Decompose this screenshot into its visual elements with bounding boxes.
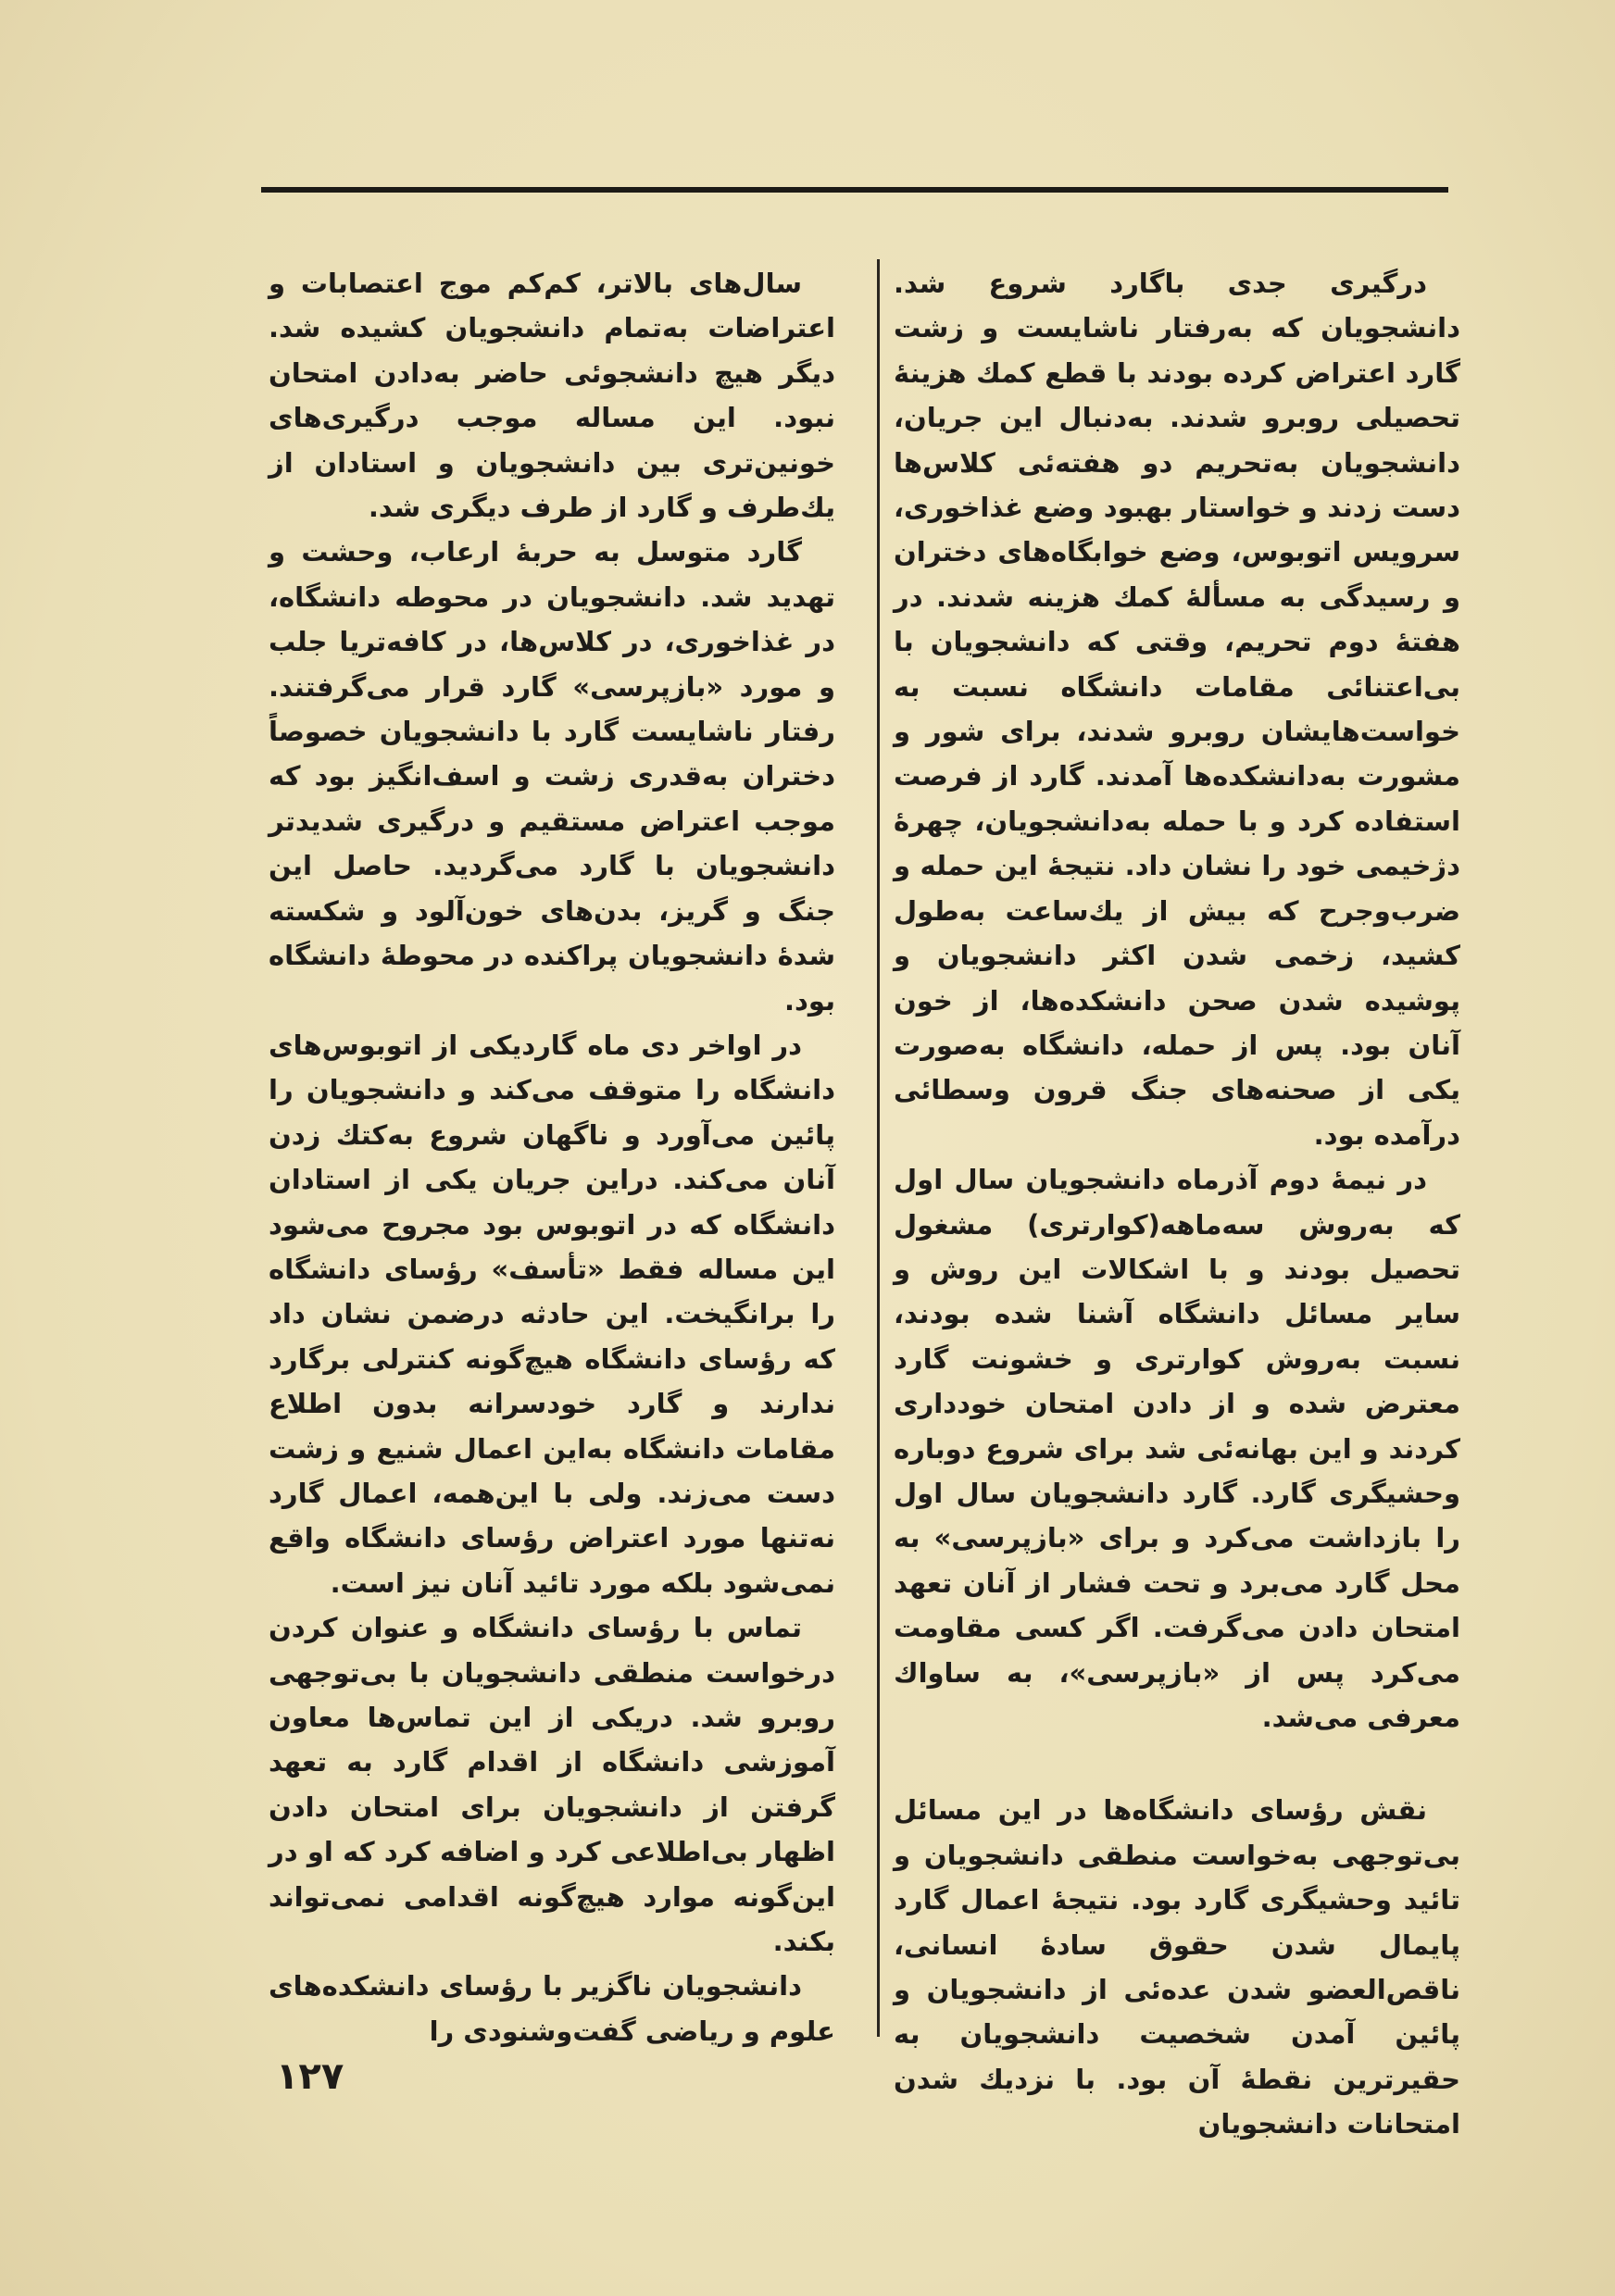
paragraph: در اواخر دی ماه گاردیکی از اتوبوس‌های دانشگاه را متوقف می‌کند و دانشجویان را پائین می‌آورد و ناگهان شروع به‌کتك زدن آنان می‌کند. دراین جریان یکی از استادان دانشگاه که در اتوبوس بود مجروح می‌شود این مساله فقط «تأسف» رؤسای دانشگاه را برانگیخت. این حادثه درضمن نشان داد که رؤسای دانشگاه هیچ‌گونه کنترلی برگارد ندارند و گارد خودسرانه بدون اطلاع مقامات دانشگاه به‌این اعمال شنیع و زشت دست می‌زند. ولی با این‌همه، اعمال گارد نه‌تنها مورد اعتراض رؤسای دانشگاه واقع نمی‌شود بلکه مورد تائید آنان نیز است. xyxy=(269,1029,835,1599)
paragraph: نقش رؤسای دانشگاه‌ها در این مسائل بی‌توجهی به‌خواست منطقی دانشجویان و تائید وحشیگری گارد بود. نتیجهٔ اعمال گارد پایمال شدن حقوق سادهٔ انسانی، ناقص‌العضو شدن عده‌ئی از دانشجویان و پائین آمدن شخصیت دانشجویان به حقیرترین نقطهٔ آن بود. با نزدیك شدن امتحانات دانشجویان xyxy=(894,1794,1460,2140)
page-number: ۱۲۷ xyxy=(276,2055,344,2098)
paragraph: در نیمهٔ دوم آذرماه دانشجویان سال اول که به‌روش سه‌ماهه(کوارتری) مشغول تحصیل بودند و با اشکالات این روش و سایر مسائل دانشگاه آشنا شده بودند، نسبت به‌روش کوارتری و خشونت گارد معترض شده و از دادن امتحان خودداری کردند و این بهانه‌ئی شد برای شروع دوباره وحشیگری گارد. گارد دانشجویان سال اول را بازداشت می‌کرد و برای «بازپرسی» به محل گارد می‌برد و تحت فشار از آنان تعهد امتحان دادن می‌گرفت. اگر کسی مقاومت می‌کرد پس از «بازپرسی»، به ساواك معرفی می‌شد. xyxy=(894,1164,1460,1733)
paragraph: تماس با رؤسای دانشگاه و عنوان کردن درخواست منطقی دانشجویان با بی‌توجهی روبرو شد. دریکی از این تماس‌ها معاون آموزشی دانشگاه از اقدام گارد به تعهد گرفتن از دانشجویان برای امتحان دادن اظهار بی‌اطلاعی کرد و اضافه کرد که او در این‌گونه موارد هیچ‌گونه اقدامی نمی‌تواند بکند. xyxy=(269,1612,835,1958)
top-horizontal-rule xyxy=(261,187,1448,193)
column-divider xyxy=(877,259,880,2037)
left-text-column xyxy=(269,261,835,2047)
paragraph: دانشجویان ناگزیر با رؤسای دانشکده‌های علوم و ریاضی گفت‌وشنودی را xyxy=(269,1970,835,2047)
paragraph: گارد متوسل به حربهٔ ارعاب، وحشت و تهدید شد. دانشجویان در محوطه دانشگاه، در غذاخوری، در کلاس‌ها، در کافه‌تریا جلب و مورد «بازپرسی» گارد قرار می‌گرفتند. رفتار ناشایست گارد با دانشجویان خصوصاً دختران به‌قدری زشت و اسف‌انگیز بود که موجب اعتراض مستقیم و درگیری شدیدتر دانشجویان با گارد می‌گردید. حاصل این جنگ و گریز، بدن‌های خون‌آلود و شکسته شدهٔ دانشجویان پراکنده در محوطهٔ دانشگاه بود. xyxy=(269,536,835,1017)
paragraph: درگیری جدی باگارد شروع شد. دانشجویان که به‌رفتار ناشایست و زشت گارد اعتراض کرده بودند با قطع کمك هزینهٔ تحصیلی روبرو شدند. به‌دنبال این جریان، دانشجویان به‌تحریم دو هفته‌ئی کلاس‌ها دست زدند و خواستار بهبود وضع غذاخوری، سرویس اتوبوس، وضع خوابگاه‌های دختران و رسیدگی به مسألهٔ کمك هزینه شدند. در هفتهٔ دوم تحریم، وقتی که دانشجویان با بی‌اعتنائی مقامات دانشگاه نسبت به خواست‌هایشان روبرو شدند، برای شور و مشورت به‌دانشکده‌ها آمدند. گارد از فرصت استفاده کرد و با حمله به‌دانشجویان، چهرهٔ دژخیمی خود را نشان داد. نتیجهٔ این حمله و ضرب‌وجرح که بیش از یك‌ساعت به‌طول کشید، زخمی شدن اکثر دانشجویان و پوشیده شدن صحن دانشکده‌ها، از خون آنان بود. پس از حمله، دانشگاه به‌صورت یکی از صحنه‌های جنگ قرون وسطائی درآمده بود. xyxy=(894,268,1460,1151)
paragraph: سال‌های بالاتر، کم‌کم موج اعتصابات و اعتراضات به‌تمام دانشجویان کشیده شد. دیگر هیچ دانشجوئی حاضر به‌دادن امتحان نبود. این مساله موجب درگیری‌های خونین‌تری بین دانشجویان و استادان از یك‌طرف و گارد از طرف دیگری شد. xyxy=(269,268,835,524)
right-text-column xyxy=(894,261,1460,2140)
